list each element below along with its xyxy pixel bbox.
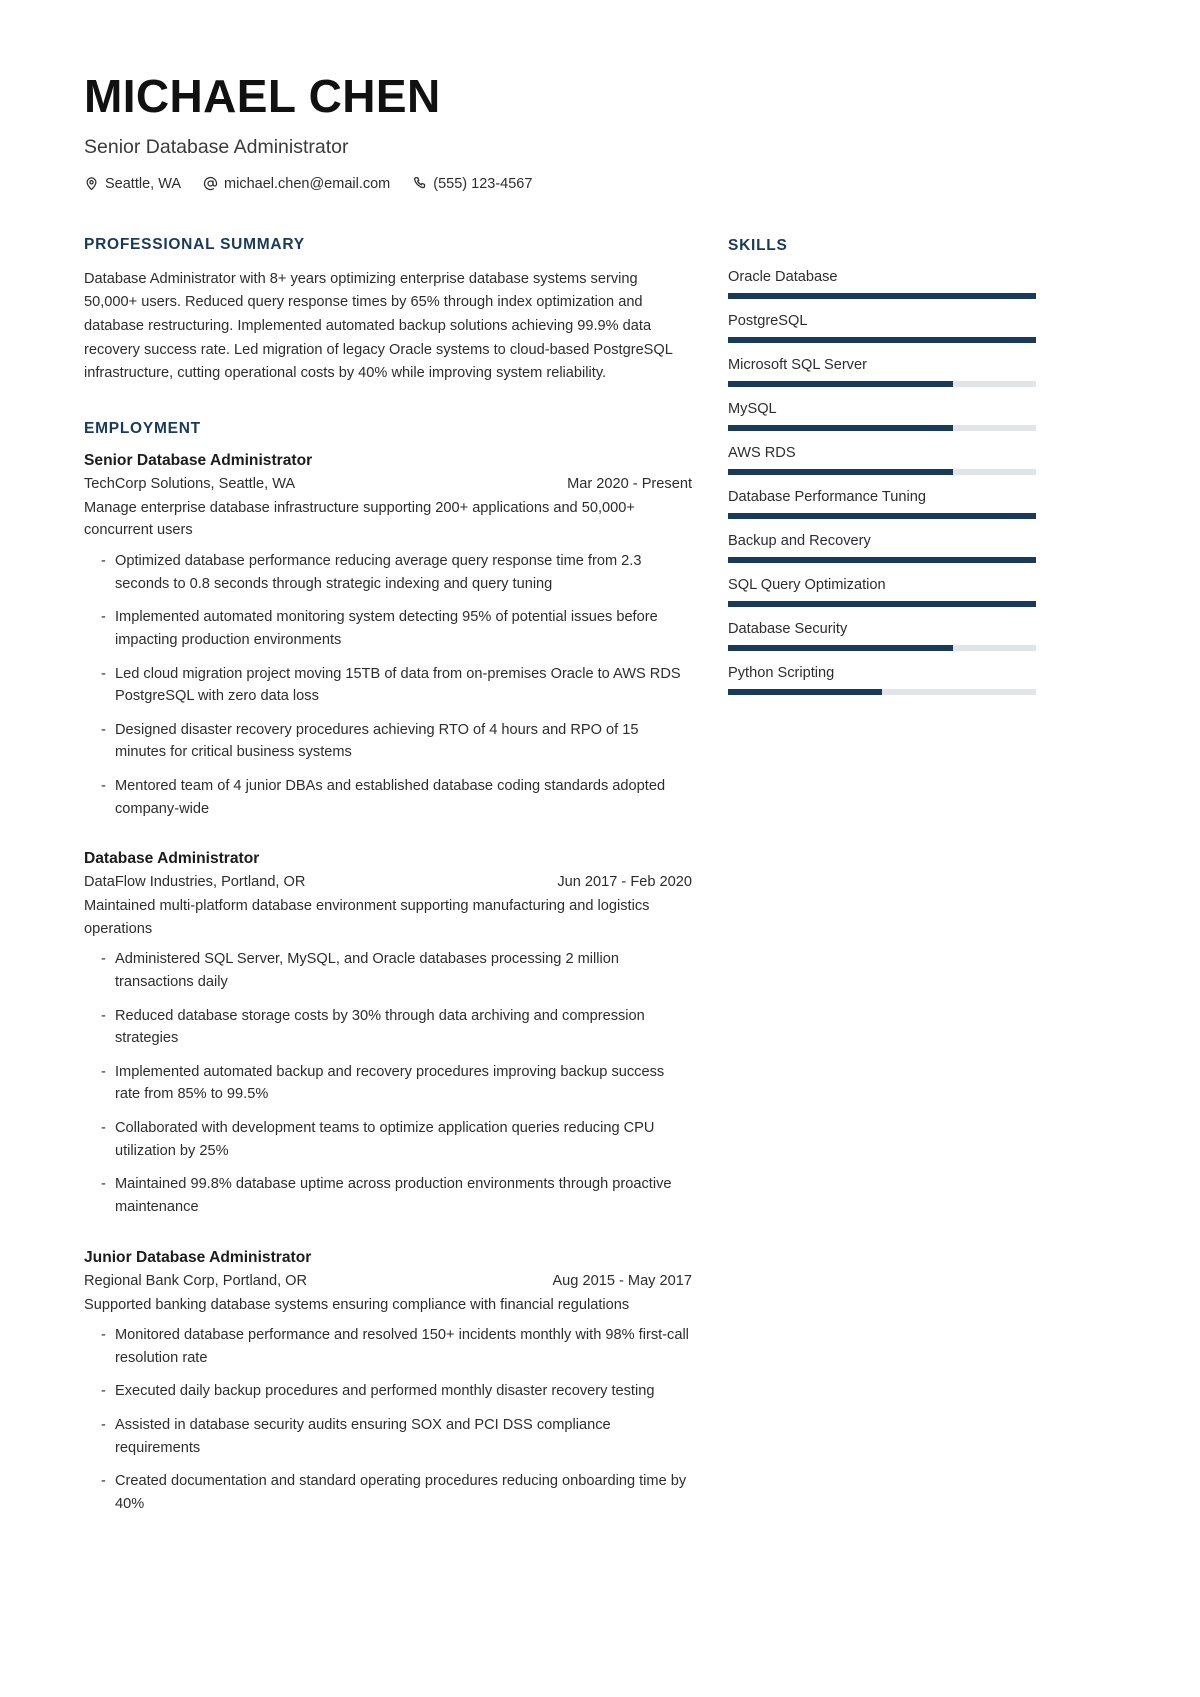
skill-level-track bbox=[728, 337, 1036, 343]
skill-level-track bbox=[728, 381, 1036, 387]
skills-list bbox=[728, 269, 1036, 695]
job-bullet-text: Reduced database storage costs by 30% through data archiving and compression strategies bbox=[115, 1007, 645, 1047]
section-employment bbox=[84, 420, 692, 1516]
bullet-marker-icon: - bbox=[101, 1473, 106, 1490]
skill-name: Microsoft SQL Server bbox=[728, 356, 867, 373]
job-meta bbox=[84, 1273, 692, 1289]
location-pin-icon bbox=[84, 176, 99, 191]
skill-name: PostgreSQL bbox=[728, 312, 808, 329]
job-bullet-text: Administered SQL Server, MySQL, and Oracle databases processing 2 million transactions daily bbox=[115, 951, 619, 991]
skill-level-fill bbox=[728, 689, 882, 695]
main-column bbox=[84, 236, 692, 1550]
skill-item bbox=[728, 269, 1036, 299]
job-bullet bbox=[84, 1173, 692, 1218]
skill-level-fill bbox=[728, 601, 1036, 607]
skill-level-fill bbox=[728, 557, 1036, 563]
bullet-marker-icon: - bbox=[101, 777, 106, 794]
bullet-marker-icon: - bbox=[101, 1120, 106, 1137]
job-bullet bbox=[84, 1380, 692, 1403]
job-bullet-list bbox=[84, 948, 692, 1218]
skill-item bbox=[728, 665, 1036, 695]
job-bullet-text: Executed daily backup procedures and performed monthly disaster recovery testing bbox=[115, 1383, 655, 1400]
skill-name: Database Performance Tuning bbox=[728, 488, 926, 505]
job-entry bbox=[84, 452, 692, 820]
job-bullet bbox=[84, 1414, 692, 1459]
job-dates: Jun 2017 - Feb 2020 bbox=[557, 874, 692, 891]
job-entry bbox=[84, 1249, 692, 1516]
skill-item bbox=[728, 445, 1036, 475]
employment-list bbox=[84, 452, 692, 1516]
skill-level-fill bbox=[728, 469, 953, 475]
skill-level-fill bbox=[728, 425, 953, 431]
bullet-marker-icon: - bbox=[101, 1176, 106, 1193]
job-description: Supported banking database systems ensuring compliance with financial regulations bbox=[84, 1296, 630, 1313]
job-description: Manage enterprise database infrastructure supporting 200+ applications and 50,000+ concurrent users bbox=[84, 499, 635, 539]
job-dates: Aug 2015 - May 2017 bbox=[552, 1272, 692, 1289]
job-bullet bbox=[84, 1117, 692, 1162]
resume-body bbox=[84, 236, 1116, 1550]
section-title-skills: SKILLS bbox=[728, 236, 788, 254]
job-bullet-text: Monitored database performance and resolved 150+ incidents monthly with 98% first-call resolution rate bbox=[115, 1327, 689, 1366]
skill-name: Backup and Recovery bbox=[728, 532, 871, 549]
skill-level-track bbox=[728, 689, 1036, 695]
contact-location-text: Seattle, WA bbox=[105, 175, 182, 192]
email-at-icon bbox=[203, 176, 218, 191]
job-bullet-list bbox=[84, 550, 692, 820]
job-bullet-text: Maintained 99.8% database uptime across production environments through proactive maintenance bbox=[115, 1176, 672, 1215]
contact-phone-text: (555) 123-4567 bbox=[433, 175, 533, 192]
section-title-employment: EMPLOYMENT bbox=[84, 419, 201, 437]
job-bullet bbox=[84, 775, 692, 820]
side-column bbox=[728, 236, 1036, 729]
job-bullet bbox=[84, 1470, 692, 1515]
skill-item bbox=[728, 401, 1036, 431]
skill-item bbox=[728, 357, 1036, 387]
skill-item bbox=[728, 621, 1036, 651]
job-bullet-list bbox=[84, 1324, 692, 1515]
section-skills bbox=[728, 237, 1036, 695]
skill-name: Database Security bbox=[728, 620, 848, 637]
skill-level-track bbox=[728, 513, 1036, 519]
candidate-name: MICHAEL CHEN bbox=[84, 70, 441, 122]
job-bullet-text: Mentored team of 4 junior DBAs and established database coding standards adopted company-wide bbox=[115, 777, 666, 817]
job-bullet-text: Led cloud migration project moving 15TB of data from on-premises Oracle to AWS RDS PostgreSQL with zero data loss bbox=[115, 665, 681, 705]
skill-item bbox=[728, 577, 1036, 607]
skill-name: Python Scripting bbox=[728, 664, 835, 681]
job-bullet bbox=[84, 606, 692, 651]
skill-name: MySQL bbox=[728, 400, 777, 417]
skill-level-track bbox=[728, 601, 1036, 607]
skill-item bbox=[728, 533, 1036, 563]
bullet-marker-icon: - bbox=[101, 1007, 106, 1024]
job-bullet bbox=[84, 1061, 692, 1106]
bullet-marker-icon: - bbox=[101, 721, 106, 738]
bullet-marker-icon: - bbox=[101, 1327, 106, 1344]
skill-level-track bbox=[728, 645, 1036, 651]
skill-level-track bbox=[728, 293, 1036, 299]
job-title: Database Administrator bbox=[84, 850, 260, 868]
bullet-marker-icon: - bbox=[101, 609, 106, 626]
job-description: Maintained multi-platform database environment supporting manufacturing and logistics operations bbox=[84, 898, 650, 937]
skill-level-track bbox=[728, 469, 1036, 475]
skill-name: SQL Query Optimization bbox=[728, 576, 886, 593]
job-entry bbox=[84, 850, 692, 1218]
skill-name: Oracle Database bbox=[728, 268, 838, 285]
skill-level-track bbox=[728, 557, 1036, 563]
contact-location bbox=[84, 176, 181, 192]
contact-email-text: michael.chen@email.com bbox=[224, 175, 391, 192]
section-professional-summary bbox=[84, 236, 692, 386]
job-bullet-text: Created documentation and standard operating procedures reducing onboarding time by 40% bbox=[115, 1473, 687, 1512]
job-company: DataFlow Industries, Portland, OR bbox=[84, 874, 306, 891]
job-company: Regional Bank Corp, Portland, OR bbox=[84, 1272, 308, 1289]
job-bullet bbox=[84, 1324, 692, 1369]
section-title-summary: PROFESSIONAL SUMMARY bbox=[84, 235, 305, 253]
job-title: Junior Database Administrator bbox=[84, 1248, 312, 1266]
job-dates: Mar 2020 - Present bbox=[567, 475, 692, 492]
bullet-marker-icon: - bbox=[101, 1383, 106, 1400]
skill-level-fill bbox=[728, 513, 1036, 519]
job-bullet-text: Collaborated with development teams to optimize application queries reducing CPU utilization by 25% bbox=[115, 1120, 655, 1159]
job-company: TechCorp Solutions, Seattle, WA bbox=[84, 475, 296, 492]
job-bullet-text: Implemented automated backup and recovery procedures improving backup success rate from 85% to 99.5% bbox=[115, 1063, 665, 1103]
job-bullet bbox=[84, 948, 692, 993]
job-meta bbox=[84, 476, 692, 492]
bullet-marker-icon: - bbox=[101, 1416, 106, 1433]
skill-level-fill bbox=[728, 381, 953, 387]
bullet-marker-icon: - bbox=[101, 951, 106, 968]
skill-item bbox=[728, 313, 1036, 343]
bullet-marker-icon: - bbox=[101, 665, 106, 682]
candidate-headline: Senior Database Administrator bbox=[84, 135, 349, 158]
job-bullet bbox=[84, 550, 692, 595]
skill-level-fill bbox=[728, 337, 1036, 343]
contact-email bbox=[203, 176, 390, 192]
job-bullet-text: Designed disaster recovery procedures achieving RTO of 4 hours and RPO of 15 minutes for critical business systems bbox=[115, 721, 639, 761]
job-bullet bbox=[84, 1005, 692, 1050]
job-meta bbox=[84, 874, 692, 890]
contact-phone bbox=[412, 176, 532, 192]
contact-row bbox=[84, 176, 1116, 192]
job-bullet-text: Implemented automated monitoring system detecting 95% of potential issues before impacting production environments bbox=[115, 609, 658, 648]
bullet-marker-icon: - bbox=[101, 1063, 106, 1080]
skill-level-fill bbox=[728, 293, 1036, 299]
job-title: Senior Database Administrator bbox=[84, 451, 313, 469]
job-bullet bbox=[84, 719, 692, 764]
skill-name: AWS RDS bbox=[728, 444, 796, 461]
summary-text: Database Administrator with 8+ years optimizing enterprise database systems serving 50,000+ users. Reduced query response times by 65% through index optimization and database restructuring. Implemented automated backup solutions achieving 99.9% data recovery success rate. Led migration of legacy Oracle systems to cloud-based PostgreSQL infrastructure, cutting operational costs by 40% while improving system reliability. bbox=[84, 270, 673, 382]
bullet-marker-icon: - bbox=[101, 553, 106, 570]
resume-header bbox=[84, 72, 1116, 192]
job-bullet-text: Assisted in database security audits ensuring SOX and PCI DSS compliance requirements bbox=[115, 1416, 611, 1456]
skill-level-fill bbox=[728, 645, 953, 651]
skill-level-track bbox=[728, 425, 1036, 431]
phone-icon bbox=[412, 176, 427, 191]
job-bullet-text: Optimized database performance reducing average query response time from 2.3 seconds to 0.8 seconds through strategic indexing and query tuning bbox=[115, 553, 642, 592]
skill-item bbox=[728, 489, 1036, 519]
job-bullet bbox=[84, 663, 692, 708]
